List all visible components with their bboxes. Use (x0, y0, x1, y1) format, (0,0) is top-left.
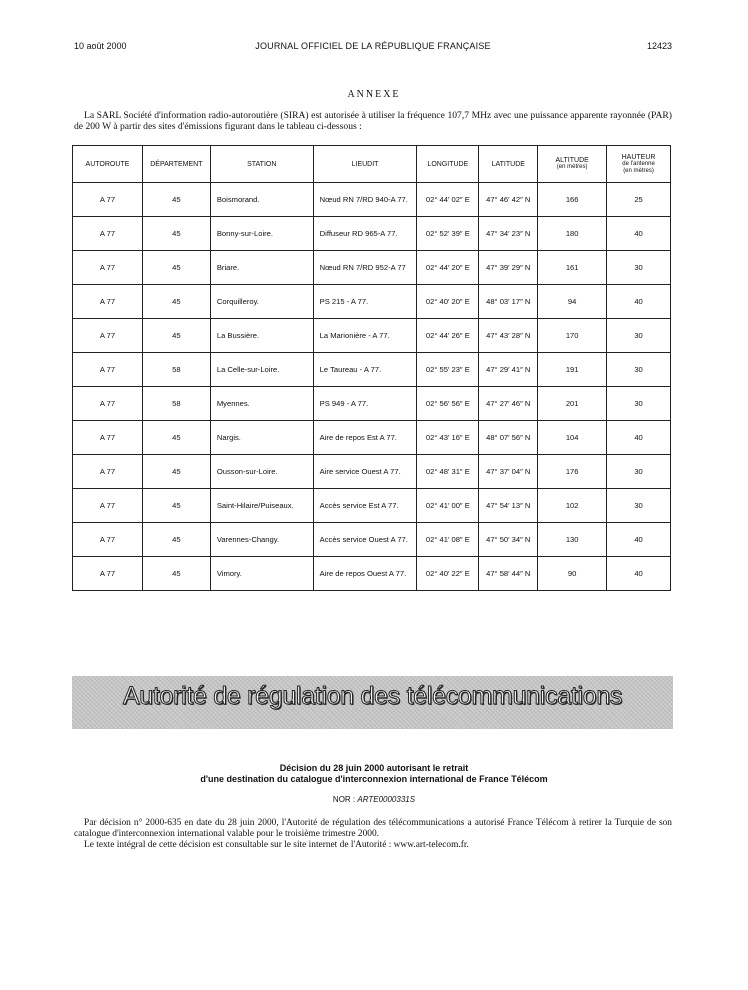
table-row (73, 183, 671, 217)
cell-longitude: 02° 43′ 16″ E (417, 421, 479, 455)
header-hauteur-label: HAUTEUR (621, 153, 656, 161)
header-departement: DÉPARTEMENT (142, 146, 210, 183)
cell-longitude: 02° 40′ 22″ E (417, 557, 479, 591)
cell-hauteur: 40 (607, 217, 671, 251)
cell-altitude: 104 (538, 421, 607, 455)
decision-body (74, 818, 672, 851)
header-longitude: LONGITUDE (417, 146, 479, 183)
cell-longitude: 02° 44′ 26″ E (417, 319, 479, 353)
cell-longitude: 02° 44′ 02″ E (417, 183, 479, 217)
cell-departement: 45 (142, 455, 210, 489)
cell-autoroute: A 77 (73, 183, 143, 217)
table-row (73, 319, 671, 353)
cell-departement: 45 (142, 285, 210, 319)
cell-lieudit: Accès service Ouest A 77. (313, 523, 417, 557)
cell-altitude: 161 (538, 251, 607, 285)
cell-station: Saint-Hilaire/Puiseaux. (210, 489, 313, 523)
cell-latitude: 47° 43′ 28″ N (479, 319, 538, 353)
cell-longitude: 02° 52′ 39″ E (417, 217, 479, 251)
cell-autoroute: A 77 (73, 387, 143, 421)
cell-hauteur: 30 (607, 353, 671, 387)
nor-value: ARTE0000331S (357, 795, 416, 804)
cell-hauteur: 30 (607, 251, 671, 285)
cell-latitude: 47° 39′ 29″ N (479, 251, 538, 285)
header-station: STATION (210, 146, 313, 183)
decision-paragraph-1: Par décision n° 2000-635 en date du 28 juin 2000, l'Autorité de régulation des télécommunications a autorisé France Télécom à retirer la Turquie de son catalogue d'interconnexion international valable pour le troisième trimestre 2000. (74, 818, 672, 839)
cell-altitude: 130 (538, 523, 607, 557)
table-row (73, 217, 671, 251)
cell-latitude: 47° 37′ 04″ N (479, 455, 538, 489)
cell-longitude: 02° 41′ 08″ E (417, 523, 479, 557)
cell-station: Vimory. (210, 557, 313, 591)
cell-station: Varennes-Changy. (210, 523, 313, 557)
nor-reference (0, 795, 748, 804)
cell-autoroute: A 77 (73, 523, 143, 557)
decision-title-line1: Décision du 28 juin 2000 autorisant le retrait (279, 763, 469, 773)
header-page-number: 12423 (646, 41, 672, 51)
table-row (73, 285, 671, 319)
decision-title-line2: d'une destination du catalogue d'interconnexion international de France Télécom (200, 774, 548, 784)
cell-latitude: 47° 29′ 41″ N (479, 353, 538, 387)
decision-paragraph-2: Le texte intégral de cette décision est consultable sur le site internet de l'Autorité : www.art-telecom.fr. (84, 840, 469, 850)
cell-station: Ousson-sur-Loire. (210, 455, 313, 489)
cell-lieudit: Aire de repos Est A 77. (313, 421, 417, 455)
cell-altitude: 176 (538, 455, 607, 489)
cell-latitude: 47° 50′ 34″ N (479, 523, 538, 557)
table-row (73, 353, 671, 387)
cell-longitude: 02° 56′ 56″ E (417, 387, 479, 421)
cell-longitude: 02° 41′ 00″ E (417, 489, 479, 523)
cell-departement: 45 (142, 217, 210, 251)
header-altitude-label: ALTITUDE (555, 157, 589, 164)
cell-altitude: 180 (538, 217, 607, 251)
cell-departement: 45 (142, 489, 210, 523)
cell-latitude: 47° 34′ 23″ N (479, 217, 538, 251)
page-header (74, 41, 672, 55)
header-date: 10 août 2000 (74, 41, 127, 51)
cell-autoroute: A 77 (73, 251, 143, 285)
cell-lieudit: Nœud RN 7/RD 952-A 77 (313, 251, 417, 285)
cell-autoroute: A 77 (73, 489, 143, 523)
header-hauteur (607, 146, 671, 183)
cell-hauteur: 30 (607, 319, 671, 353)
cell-lieudit: Le Taureau - A 77. (313, 353, 417, 387)
table-row (73, 557, 671, 591)
cell-hauteur: 40 (607, 523, 671, 557)
cell-station: Briare. (210, 251, 313, 285)
header-latitude: LATITUDE (479, 146, 538, 183)
cell-station: Boismorand. (210, 183, 313, 217)
cell-autoroute: A 77 (73, 285, 143, 319)
cell-departement: 45 (142, 421, 210, 455)
cell-departement: 58 (142, 387, 210, 421)
cell-altitude: 102 (538, 489, 607, 523)
cell-station: Nargis. (210, 421, 313, 455)
cell-departement: 45 (142, 183, 210, 217)
cell-lieudit: PS 949 - A 77. (313, 387, 417, 421)
cell-autoroute: A 77 (73, 421, 143, 455)
cell-altitude: 94 (538, 285, 607, 319)
cell-station: La Celle-sur-Loire. (210, 353, 313, 387)
table-row (73, 489, 671, 523)
banner-title: Autorité de régulation des télécommunications (122, 682, 623, 710)
cell-autoroute: A 77 (73, 557, 143, 591)
cell-hauteur: 40 (607, 421, 671, 455)
cell-altitude: 90 (538, 557, 607, 591)
cell-longitude: 02° 48′ 31″ E (417, 455, 479, 489)
cell-latitude: 47° 54′ 13″ N (479, 489, 538, 523)
cell-lieudit: Accès service Est A 77. (313, 489, 417, 523)
cell-altitude: 166 (538, 183, 607, 217)
cell-longitude: 02° 40′ 20″ E (417, 285, 479, 319)
cell-station: Bonny-sur-Loire. (210, 217, 313, 251)
cell-departement: 45 (142, 251, 210, 285)
cell-autoroute: A 77 (73, 319, 143, 353)
cell-longitude: 02° 55′ 23″ E (417, 353, 479, 387)
table-body (73, 183, 671, 591)
cell-lieudit: Aire service Ouest A 77. (313, 455, 417, 489)
table-row (73, 455, 671, 489)
cell-latitude: 47° 27′ 46″ N (479, 387, 538, 421)
cell-autoroute: A 77 (73, 353, 143, 387)
decision-title (0, 763, 748, 785)
cell-autoroute: A 77 (73, 217, 143, 251)
cell-latitude: 48° 03′ 17″ N (479, 285, 538, 319)
sites-table (72, 145, 671, 591)
cell-latitude: 47° 46′ 42″ N (479, 183, 538, 217)
header-autoroute: AUTOROUTE (73, 146, 143, 183)
header-hauteur-unit: (en mètres) (623, 167, 654, 174)
annexe-intro: La SARL Société d'information radio-autoroutière (SIRA) est autorisée à utiliser la fréquence 107,7 MHz avec une puissance apparente rayonnée (PAR) de 200 W à partir des sites d'émissions figurant dans le tableau ci-dessous : (74, 110, 672, 132)
header-journal-title: JOURNAL OFFICIEL DE LA RÉPUBLIQUE FRANÇAISE (255, 41, 491, 51)
table-row (73, 251, 671, 285)
cell-lieudit: Aire de repos Ouest A 77. (313, 557, 417, 591)
table-row (73, 421, 671, 455)
cell-hauteur: 25 (607, 183, 671, 217)
cell-station: La Bussière. (210, 319, 313, 353)
cell-station: Corquilleroy. (210, 285, 313, 319)
table-row (73, 387, 671, 421)
cell-lieudit: La Marionière - A 77. (313, 319, 417, 353)
cell-latitude: 48° 07′ 56″ N (479, 421, 538, 455)
table-row (73, 523, 671, 557)
cell-hauteur: 40 (607, 557, 671, 591)
cell-lieudit: Nœud RN 7/RD 940-A 77. (313, 183, 417, 217)
cell-autoroute: A 77 (73, 455, 143, 489)
header-altitude (538, 146, 607, 183)
cell-departement: 45 (142, 557, 210, 591)
section-banner (72, 676, 673, 729)
header-lieudit: LIEUDIT (313, 146, 417, 183)
annexe-title: ANNEXE (347, 89, 401, 100)
cell-hauteur: 30 (607, 489, 671, 523)
cell-hauteur: 40 (607, 285, 671, 319)
header-altitude-unit: (en mètres) (556, 164, 588, 170)
cell-lieudit: PS 215 - A 77. (313, 285, 417, 319)
nor-label: NOR : (332, 795, 356, 804)
cell-altitude: 170 (538, 319, 607, 353)
cell-hauteur: 30 (607, 387, 671, 421)
cell-departement: 58 (142, 353, 210, 387)
cell-altitude: 191 (538, 353, 607, 387)
table-header-row (73, 146, 671, 183)
cell-departement: 45 (142, 319, 210, 353)
cell-hauteur: 30 (607, 455, 671, 489)
cell-station: Myennes. (210, 387, 313, 421)
cell-lieudit: Diffuseur RD 965-A 77. (313, 217, 417, 251)
cell-longitude: 02° 44′ 20″ E (417, 251, 479, 285)
cell-altitude: 201 (538, 387, 607, 421)
cell-departement: 45 (142, 523, 210, 557)
cell-latitude: 47° 58′ 44″ N (479, 557, 538, 591)
header-hauteur-sub: de l'antenne (622, 160, 655, 167)
